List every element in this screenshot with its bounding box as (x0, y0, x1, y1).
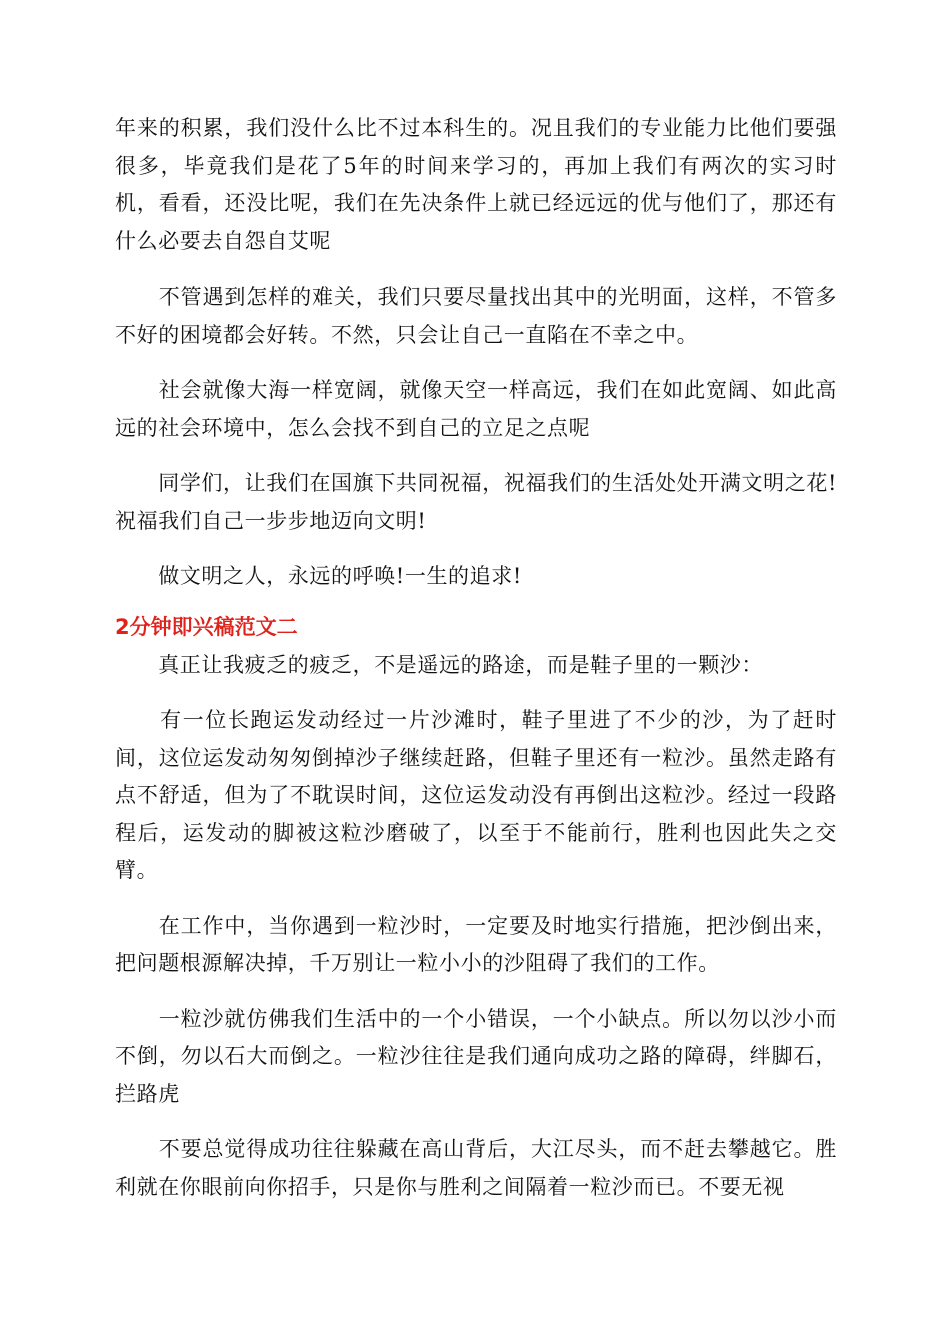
paragraph: 同学们，让我们在国旗下共同祝福，祝福我们的生活处处开满文明之花!祝福我们自己一步步地迈向文明! (115, 471, 837, 533)
paragraph: 不要总觉得成功往往躲藏在高山背后，大江尽头，而不赶去攀越它。胜利就在你眼前向你招手，只是你与胜利之间隔着一粒沙而已。不要无视 (115, 1137, 837, 1199)
paragraph: 社会就像大海一样宽阔，就像天空一样高远，我们在如此宽阔、如此高远的社会环境中，怎么会找不到自己的立足之点呢 (115, 378, 837, 440)
paragraph: 不管遇到怎样的难关，我们只要尽量找出其中的光明面，这样，不管多不好的困境都会好转。不然，只会让自己一直陷在不幸之中。 (115, 285, 837, 347)
paragraph: 真正让我疲乏的疲乏，不是遥远的路途，而是鞋子里的一颗沙： (115, 652, 763, 677)
section-heading: 2分钟即兴稿范文二 (115, 614, 298, 639)
paragraph: 在工作中，当你遇到一粒沙时，一定要及时地实行措施，把沙倒出来，把问题根源解决掉，千万别让一粒小小的沙阻碍了我们的工作。 (115, 913, 837, 975)
paragraph: 年来的积累，我们没什么比不过本科生的。况且我们的专业能力比他们要强很多，毕竟我们是花了5年的时间来学习的，再加上我们有两次的实习时机，看看，还没比呢，我们在先决条件上就已经远远的优与他们了，那还有什么必要去自怨自艾呢 (115, 116, 837, 253)
paragraph: 一粒沙就仿佛我们生活中的一个小错误，一个小缺点。所以勿以沙小而不倒，勿以石大而倒之。一粒沙往往是我们通向成功之路的障碍，绊脚石，拦路虎 (115, 1006, 837, 1106)
document-page (115, 110, 837, 1224)
paragraph: 有一位长跑运发动经过一片沙滩时，鞋子里进了不少的沙，为了赶时间，这位运发动匆匆倒掉沙子继续赶路，但鞋子里还有一粒沙。虽然走路有点不舒适，但为了不耽误时间，这位运发动没有再倒出这粒沙。经过一段路程后，运发动的脚被这粒沙磨破了，以至于不能前行，胜利也因此失之交臂。 (115, 708, 837, 882)
paragraph: 做文明之人，永远的呼唤!一生的追求! (115, 564, 522, 588)
